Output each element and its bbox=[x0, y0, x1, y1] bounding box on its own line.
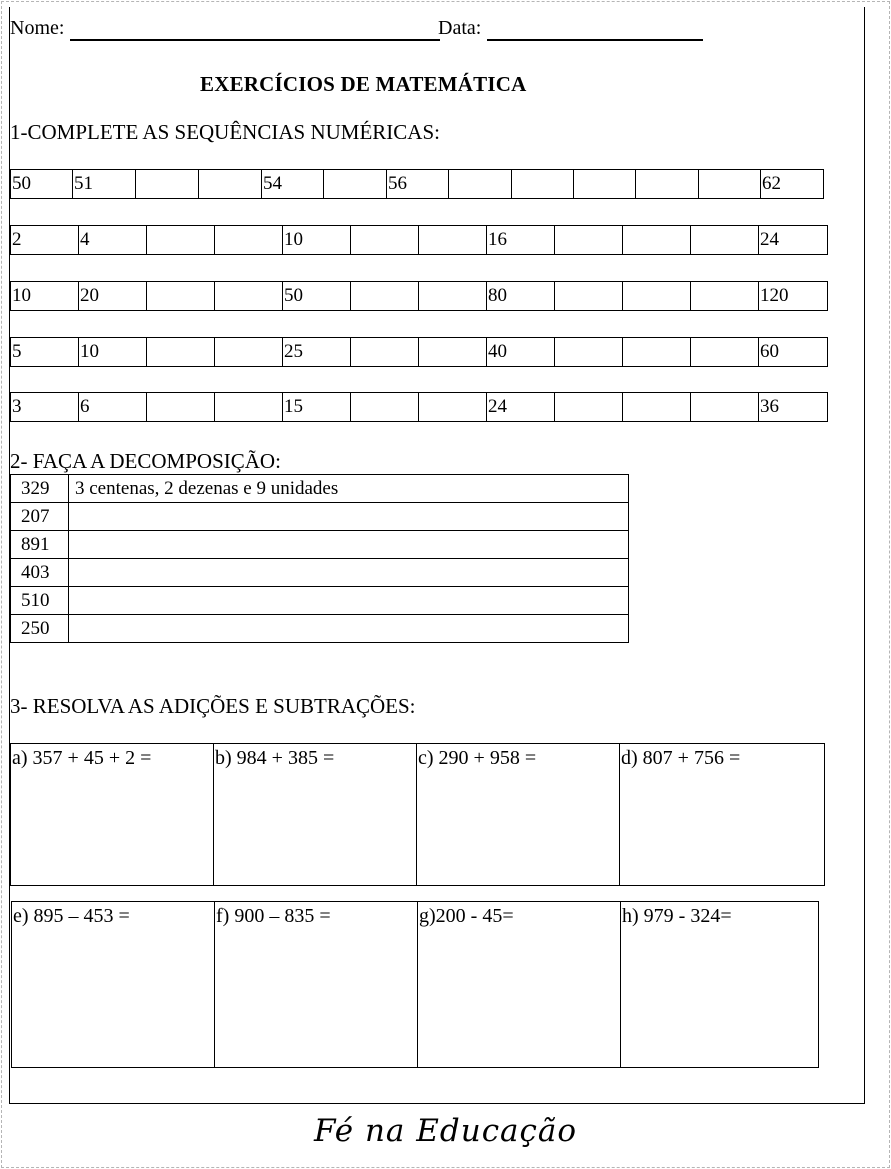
sequence-row bbox=[10, 392, 828, 422]
worksheet-title: EXERCÍCIOS DE MATEMÁTICA bbox=[200, 72, 527, 96]
decomposition-row bbox=[10, 531, 628, 559]
sequence-blank-cell[interactable] bbox=[350, 282, 418, 310]
sequence-cell: 25 bbox=[282, 338, 350, 366]
decomposition-answer[interactable] bbox=[68, 531, 628, 558]
sequence-blank-cell[interactable] bbox=[698, 170, 760, 198]
sequence-blank-cell[interactable] bbox=[622, 393, 690, 421]
decomposition-number: 510 bbox=[10, 587, 68, 614]
sequence-cell: 5 bbox=[10, 338, 78, 366]
sequence-blank-cell[interactable] bbox=[146, 338, 214, 366]
subtraction-problem[interactable]: f) 900 – 835 = bbox=[214, 902, 417, 1067]
sequence-cell: 50 bbox=[282, 282, 350, 310]
sequence-cell: 6 bbox=[78, 393, 146, 421]
decomposition-answer[interactable] bbox=[68, 615, 628, 642]
sequence-blank-cell[interactable] bbox=[350, 226, 418, 254]
sequence-row bbox=[10, 169, 824, 199]
sequence-cell: 10 bbox=[282, 226, 350, 254]
decomposition-answer[interactable] bbox=[68, 503, 628, 530]
sequence-blank-cell[interactable] bbox=[554, 338, 622, 366]
sequence-cell: 16 bbox=[486, 226, 554, 254]
decomposition-answer[interactable] bbox=[68, 587, 628, 614]
decomposition-number: 207 bbox=[10, 503, 68, 530]
date-label: Data: bbox=[438, 17, 482, 39]
sequence-blank-cell[interactable] bbox=[350, 338, 418, 366]
decomposition-answer[interactable] bbox=[68, 559, 628, 586]
decomposition-number: 403 bbox=[10, 559, 68, 586]
sequence-cell: 54 bbox=[261, 170, 323, 198]
sequence-cell: 10 bbox=[10, 282, 78, 310]
sequence-blank-cell[interactable] bbox=[573, 170, 635, 198]
sequence-cell: 51 bbox=[72, 170, 135, 198]
sequence-blank-cell[interactable] bbox=[146, 226, 214, 254]
addition-problem[interactable]: b) 984 + 385 = bbox=[213, 744, 416, 885]
section3-title: 3- RESOLVA AS ADIÇÕES E SUBTRAÇÕES: bbox=[10, 694, 416, 718]
sequence-cell: 2 bbox=[10, 226, 78, 254]
sequence-blank-cell[interactable] bbox=[418, 282, 486, 310]
decomposition-table bbox=[10, 474, 629, 643]
subtraction-problem[interactable]: e) 895 – 453 = bbox=[11, 902, 214, 1067]
addition-problem[interactable]: c) 290 + 958 = bbox=[416, 744, 619, 885]
sequence-blank-cell[interactable] bbox=[690, 393, 758, 421]
sequence-cell: 120 bbox=[758, 282, 827, 310]
sequence-row bbox=[10, 281, 828, 311]
sequence-cell: 62 bbox=[760, 170, 823, 198]
section2-title: 2- FAÇA A DECOMPOSIÇÃO: bbox=[10, 449, 281, 473]
addition-problem[interactable]: a) 357 + 45 + 2 = bbox=[10, 744, 213, 885]
sequence-blank-cell[interactable] bbox=[198, 170, 261, 198]
sequence-blank-cell[interactable] bbox=[554, 282, 622, 310]
sequence-blank-cell[interactable] bbox=[622, 282, 690, 310]
section1-title: 1-COMPLETE AS SEQUÊNCIAS NUMÉRICAS: bbox=[10, 120, 440, 144]
sequence-blank-cell[interactable] bbox=[622, 338, 690, 366]
name-label: Nome: bbox=[10, 17, 65, 39]
subtraction-problem[interactable]: h) 979 - 324= bbox=[620, 902, 818, 1067]
sequence-cell: 24 bbox=[486, 393, 554, 421]
sequence-cell: 80 bbox=[486, 282, 554, 310]
sequence-blank-cell[interactable] bbox=[214, 226, 282, 254]
decomposition-row bbox=[10, 503, 628, 531]
sequence-blank-cell[interactable] bbox=[214, 393, 282, 421]
decomposition-row bbox=[10, 615, 628, 643]
decomposition-number: 891 bbox=[10, 531, 68, 558]
sequence-blank-cell[interactable] bbox=[690, 226, 758, 254]
sequence-blank-cell[interactable] bbox=[323, 170, 386, 198]
sequence-cell: 40 bbox=[486, 338, 554, 366]
sequence-blank-cell[interactable] bbox=[146, 393, 214, 421]
sequence-blank-cell[interactable] bbox=[690, 338, 758, 366]
sequence-cell: 15 bbox=[282, 393, 350, 421]
sequence-blank-cell[interactable] bbox=[448, 170, 511, 198]
sequence-cell: 4 bbox=[78, 226, 146, 254]
sequence-blank-cell[interactable] bbox=[146, 282, 214, 310]
sequence-blank-cell[interactable] bbox=[214, 338, 282, 366]
subtractions-row bbox=[11, 901, 819, 1068]
sequence-blank-cell[interactable] bbox=[635, 170, 698, 198]
sequence-row bbox=[10, 337, 828, 367]
subtraction-problem[interactable]: g)200 - 45= bbox=[417, 902, 620, 1067]
date-field-line[interactable] bbox=[487, 39, 703, 41]
addition-problem[interactable]: d) 807 + 756 = bbox=[619, 744, 824, 885]
sequence-blank-cell[interactable] bbox=[350, 393, 418, 421]
sequence-blank-cell[interactable] bbox=[418, 393, 486, 421]
decomposition-row bbox=[10, 559, 628, 587]
decomposition-row bbox=[10, 475, 628, 503]
sequence-cell: 20 bbox=[78, 282, 146, 310]
sequence-blank-cell[interactable] bbox=[511, 170, 573, 198]
sequence-cell: 56 bbox=[386, 170, 448, 198]
sequence-blank-cell[interactable] bbox=[418, 338, 486, 366]
sequence-blank-cell[interactable] bbox=[418, 226, 486, 254]
sequence-blank-cell[interactable] bbox=[622, 226, 690, 254]
sequence-cell: 50 bbox=[10, 170, 72, 198]
sequence-blank-cell[interactable] bbox=[135, 170, 198, 198]
sequence-blank-cell[interactable] bbox=[214, 282, 282, 310]
sequence-cell: 36 bbox=[758, 393, 827, 421]
sequence-blank-cell[interactable] bbox=[690, 282, 758, 310]
footer-brand: Fé na Educação bbox=[313, 1113, 578, 1149]
decomposition-row bbox=[10, 587, 628, 615]
sequence-cell: 3 bbox=[10, 393, 78, 421]
sequence-cell: 24 bbox=[758, 226, 827, 254]
name-field-line[interactable] bbox=[70, 39, 440, 41]
decomposition-number: 250 bbox=[10, 615, 68, 642]
sequence-cell: 60 bbox=[758, 338, 827, 366]
sequence-row bbox=[10, 225, 828, 255]
additions-row bbox=[10, 743, 825, 886]
decomposition-answer[interactable]: 3 centenas, 2 dezenas e 9 unidades bbox=[68, 475, 628, 502]
decomposition-number: 329 bbox=[10, 475, 68, 502]
sequence-cell: 10 bbox=[78, 338, 146, 366]
sequence-blank-cell[interactable] bbox=[554, 393, 622, 421]
sequence-blank-cell[interactable] bbox=[554, 226, 622, 254]
